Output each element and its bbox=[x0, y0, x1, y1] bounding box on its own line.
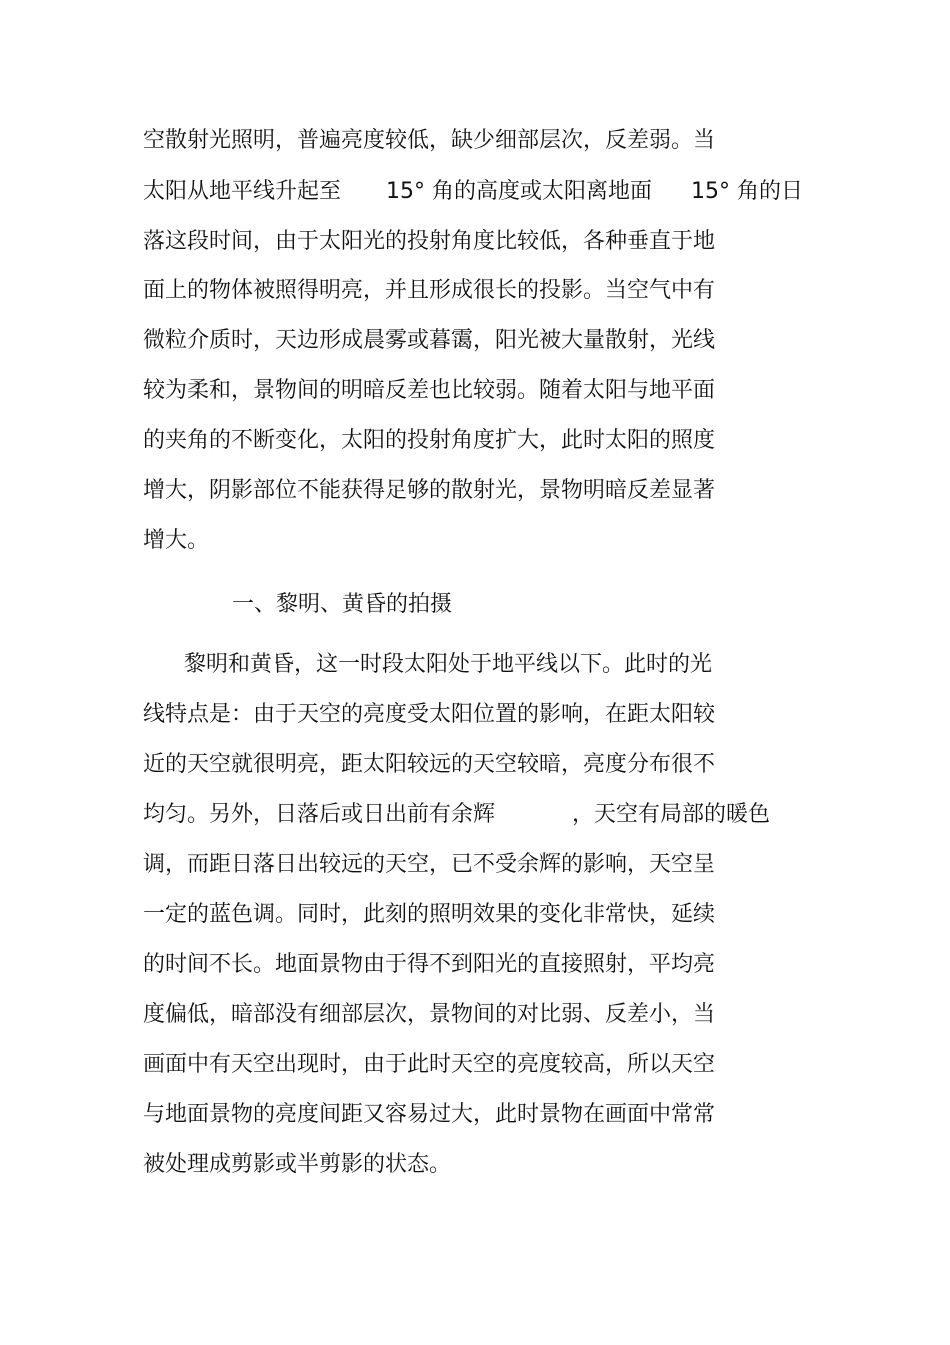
text-segment: 15° 角的日 bbox=[691, 179, 803, 204]
text-line: 增大，阴影部位不能获得足够的散射光，景物明暗反差显著 bbox=[143, 478, 716, 503]
text-line bbox=[143, 800, 793, 830]
text-line: 黎明和黄昏，这一时段太阳处于地平线以下。此时的光 bbox=[184, 652, 713, 677]
text-line: 较为柔和，景物间的明暗反差也比较弱。随着太阳与地平面 bbox=[143, 378, 716, 403]
text-line: 调，而距日落日出较远的天空，已不受余辉的影响，天空呈 bbox=[143, 852, 716, 877]
text-line: 度偏低，暗部没有细部层次，景物间的对比弱、反差小，当 bbox=[143, 1002, 716, 1027]
text-segment: 15° 角的高度或太阳离地面 bbox=[386, 179, 652, 204]
text-line: 落这段时间，由于太阳光的投射角度比较低，各种垂直于地 bbox=[143, 229, 716, 254]
text-line: 画面中有天空出现时，由于此时天空的亮度较高，所以天空 bbox=[143, 1052, 716, 1077]
text-line: 与地面景物的亮度间距又容易过大，此时景物在画面中常常 bbox=[143, 1102, 716, 1127]
text-line: 面上的物体被照得明亮，并且形成很长的投影。当空气中有 bbox=[143, 278, 716, 303]
text-line: 一定的蓝色调。同时，此刻的照明效果的变化非常快，延续 bbox=[143, 902, 716, 927]
text-segment: ，天空有局部的暖色 bbox=[572, 802, 771, 827]
text-line: 增大。 bbox=[143, 528, 210, 553]
text-line: 微粒介质时，天边形成晨雾或暮霭，阳光被大量散射，光线 bbox=[143, 328, 716, 353]
section-heading: 一、黎明、黄昏的拍摄 bbox=[232, 592, 453, 617]
text-line: 被处理成剪影或半剪影的状态。 bbox=[143, 1152, 452, 1177]
text-segment: 均匀。另外，日落后或日出前有余辉 bbox=[143, 802, 496, 827]
text-line: 的夹角的不断变化，太阳的投射角度扩大，此时太阳的照度 bbox=[143, 428, 716, 453]
text-segment: 太阳从地平线升起至 bbox=[143, 179, 342, 204]
text-line: 的时间不长。地面景物由于得不到阳光的直接照射，平均亮 bbox=[143, 952, 716, 977]
text-line: 空散射光照明，普遍亮度较低，缺少细部层次，反差弱。当 bbox=[143, 128, 716, 153]
text-line bbox=[143, 177, 803, 207]
text-line: 近的天空就很明亮，距太阳较远的天空较暗，亮度分布很不 bbox=[143, 752, 716, 777]
text-line: 线特点是：由于天空的亮度受太阳位置的影响，在距太阳较 bbox=[143, 702, 716, 727]
